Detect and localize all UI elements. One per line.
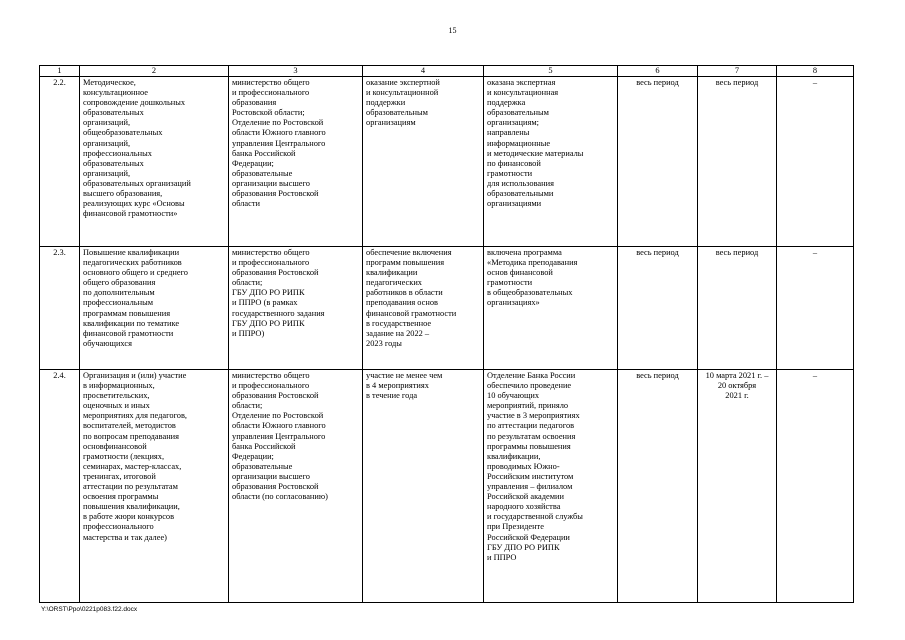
completion-cell: Отделение Банка России обеспечило проведение 10 обучающих мероприятий, приняло участие в 3 мероприятиях по аттестации педагогов по результатам освоения программы повышения квалификации, проводимых Южно- Российским институтом управления – филиалом Российской академии народного хозяйства и государственной службы при Президенте Российской Федерации ГБУ ДПО РО РИПК и ППРО: [484, 370, 618, 603]
period-cell: весь период: [618, 247, 698, 370]
table-row: [40, 77, 854, 247]
actual-period-cell: весь период: [698, 247, 777, 370]
activity-cell: Методическое, консультационное сопровождение дошкольных образовательных организаций, общеобразовательных организаций, профессиональных образовательных организаций, образовательных организаций высшего образования, реализующих курс «Основы финансовой грамотности»: [80, 77, 229, 247]
column-number: 6: [618, 66, 698, 77]
column-number: 7: [698, 66, 777, 77]
completion-cell: включена программа «Методика преподавания основ финансовой грамотности в общеобразовательных организациях»: [484, 247, 618, 370]
column-number: 8: [777, 66, 854, 77]
file-path-footer: Y:\ORST\Ppo\0221p083.f22.docx: [41, 606, 138, 613]
column-number: 2: [80, 66, 229, 77]
plan-table: [39, 65, 854, 603]
note-cell: –: [777, 77, 854, 247]
page-number: 15: [448, 26, 457, 35]
executors-cell: министерство общего и профессионального образования Ростовской области; Отделение по Ростовской области Южного главного управления Центрального банка Российской Федерации; образовательные организации высшего образования Ростовской области (по согласованию): [229, 370, 363, 603]
period-cell: весь период: [618, 370, 698, 603]
actual-period-cell: весь период: [698, 77, 777, 247]
column-number: 3: [229, 66, 363, 77]
column-number: 5: [484, 66, 618, 77]
item-number: 2.4.: [40, 370, 80, 603]
expected-result-cell: обеспечение включения программ повышения квалификации педагогических работников в области преподавания основ финансовой грамотности в государственное задание на 2022 – 2023 годы: [363, 247, 484, 370]
executors-cell: министерство общего и профессионального образования Ростовской области; ГБУ ДПО РО РИПК и ППРО (в рамках государственного задания ГБУ ДПО РО РИПК и ППРО): [229, 247, 363, 370]
table-row: [40, 370, 854, 603]
activity-cell: Организация и (или) участие в информационных, просветительских, оценочных и иных мероприятиях для педагогов, воспитателей, методистов по вопросам преподавания основфинансовой грамотности (лекциях, семинарах, мастер-классах, тренингах, итоговой аттестации по результатам освоения программы повышения квалификации, в работе жюри конкурсов профессионального мастерства и так далее): [80, 370, 229, 603]
note-cell: –: [777, 247, 854, 370]
table-row: [40, 247, 854, 370]
period-cell: весь период: [618, 77, 698, 247]
item-number: 2.2.: [40, 77, 80, 247]
completion-cell: оказана экспертная и консультационная поддержка образовательным организациям; направлены информационные и методические материалы по финансовой грамотности для использования образовательными организациями: [484, 77, 618, 247]
column-number: 4: [363, 66, 484, 77]
expected-result-cell: участие не менее чем в 4 мероприятиях в течение года: [363, 370, 484, 603]
actual-period-cell: 10 марта 2021 г. – 20 октября 2021 г.: [698, 370, 777, 603]
note-cell: –: [777, 370, 854, 603]
expected-result-cell: оказание экспертной и консультационной поддержки образовательным организациям: [363, 77, 484, 247]
column-number: 1: [40, 66, 80, 77]
column-number-row: [40, 66, 854, 77]
activity-cell: Повышение квалификации педагогических работников основного общего и среднего общего образования по дополнительным профессиональным программам повышения квалификации по тематике финансовой грамотности обучающихся: [80, 247, 229, 370]
item-number: 2.3.: [40, 247, 80, 370]
executors-cell: министерство общего и профессионального образования Ростовской области; Отделение по Ростовской области Южного главного управления Центрального банка Российской Федерации; образовательные организации высшего образования Ростовской области: [229, 77, 363, 247]
